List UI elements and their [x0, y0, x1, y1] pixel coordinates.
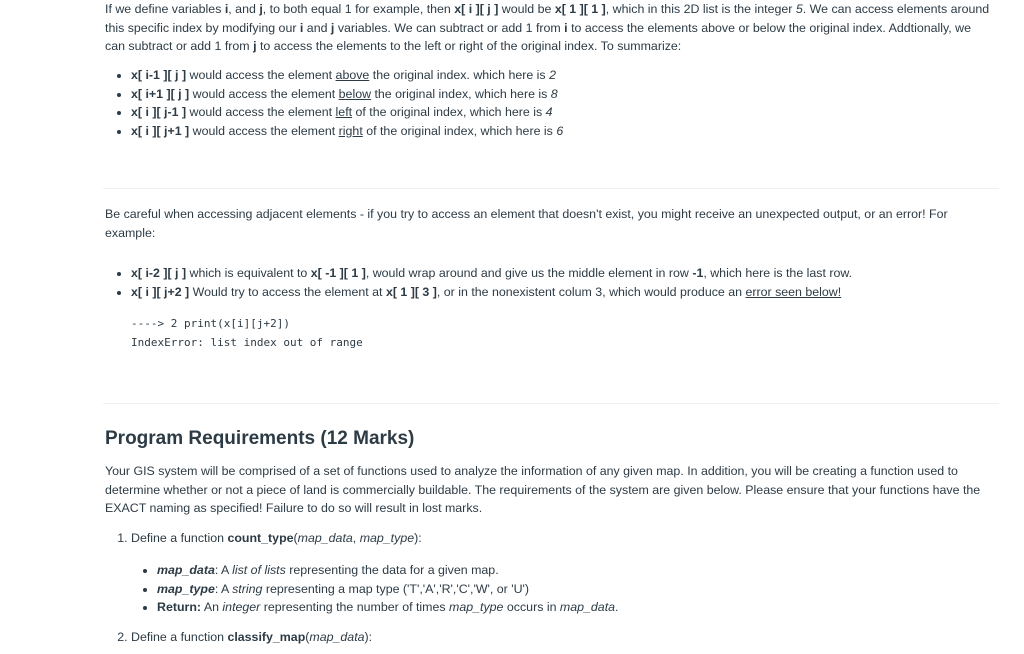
section-divider	[103, 188, 999, 189]
requirement-list	[105, 529, 990, 548]
list-item: • x[ i-2 ][ j ] which is equivalent to x[ -1 ][ 1 ], would wrap around and give us the middle element in row -1, which here is the last row.	[131, 264, 990, 283]
function-name: classify_map	[227, 630, 306, 644]
error-link[interactable]: error seen below!	[745, 284, 842, 299]
list-item: • x[ i-1 ][ j ] would access the element above the original index. which here is 2	[131, 66, 990, 85]
section-title: Program Requirements (12 Marks)	[105, 428, 415, 449]
section-divider	[103, 403, 999, 404]
examples-list	[105, 264, 990, 301]
list-item: • x[ i ][ j+2 ] Would try to access the element at x[ 1 ][ 3 ], or in the nonexistent colum 3, which would produce an error seen below!	[131, 283, 990, 302]
param-list-container	[131, 561, 991, 617]
careful-text: Be careful when accessing adjacent elements - if you try to access an element that doesn't exist, you might receive an unexpected output, or an error! For example:	[105, 207, 948, 240]
summary-list-container	[105, 66, 990, 140]
list-item: • Return: An integer representing the number of times map_type occurs in map_data.	[157, 598, 991, 617]
examples-list-container	[105, 264, 990, 301]
list-item: • x[ i ][ j-1 ] would access the element left of the original index, which here is 4	[131, 103, 990, 122]
requirements-text: Your GIS system will be comprised of a set of functions used to analyze the information of any given map. In addition, you will be creating a function used to determine whether or not a piece of land is commercially buildable. The requirements of the system are given below. Please ensure that your functions have the EXACT naming as specified! Failure to do so will result in lost marks.	[105, 464, 981, 515]
intro-paragraph	[105, 0, 990, 56]
intro-text: If we define variables i, and j, to both equal 1 for example, then x[ i ][ j ] would be x[ 1 ][ 1 ], which in this 2D list is the integer 5. We can access elements around this specific index by modifying our i and j variables. We can subtract or add 1 from i to access the elements above or below the original index. Addtionally, we can subtract or add 1 from j to access the elements to the left or right of the original index. To summarize:	[105, 2, 990, 53]
function-name: count_type	[227, 531, 294, 545]
list-item: • x[ i ][ j+1 ] would access the element right of the original index, which here is 6	[131, 122, 990, 141]
careful-paragraph	[105, 205, 990, 242]
code-line: ----> 2 print(x[i][j+2])	[131, 317, 290, 330]
requirement-list	[105, 628, 990, 647]
requirement-item: 2. Define a function classify_map(map_data):	[131, 628, 990, 647]
list-item: • x[ i+1 ][ j ] would access the element below the original index, which here is 8	[131, 85, 990, 104]
code-line: IndexError: list index out of range	[131, 336, 363, 349]
requirements-intro	[105, 462, 990, 518]
code-block	[131, 314, 363, 352]
summary-list	[105, 66, 990, 140]
list-item: • map_type: A string representing a map type ('T','A','R','C','W', or 'U')	[157, 580, 991, 599]
requirement-item: 1. Define a function count_type(map_data, map_type):	[131, 529, 990, 548]
requirement-list-container-2	[105, 628, 990, 647]
param-list	[131, 561, 991, 617]
requirement-list-container	[105, 529, 990, 548]
list-item: • map_data: A list of lists representing the data for a given map.	[157, 561, 991, 580]
